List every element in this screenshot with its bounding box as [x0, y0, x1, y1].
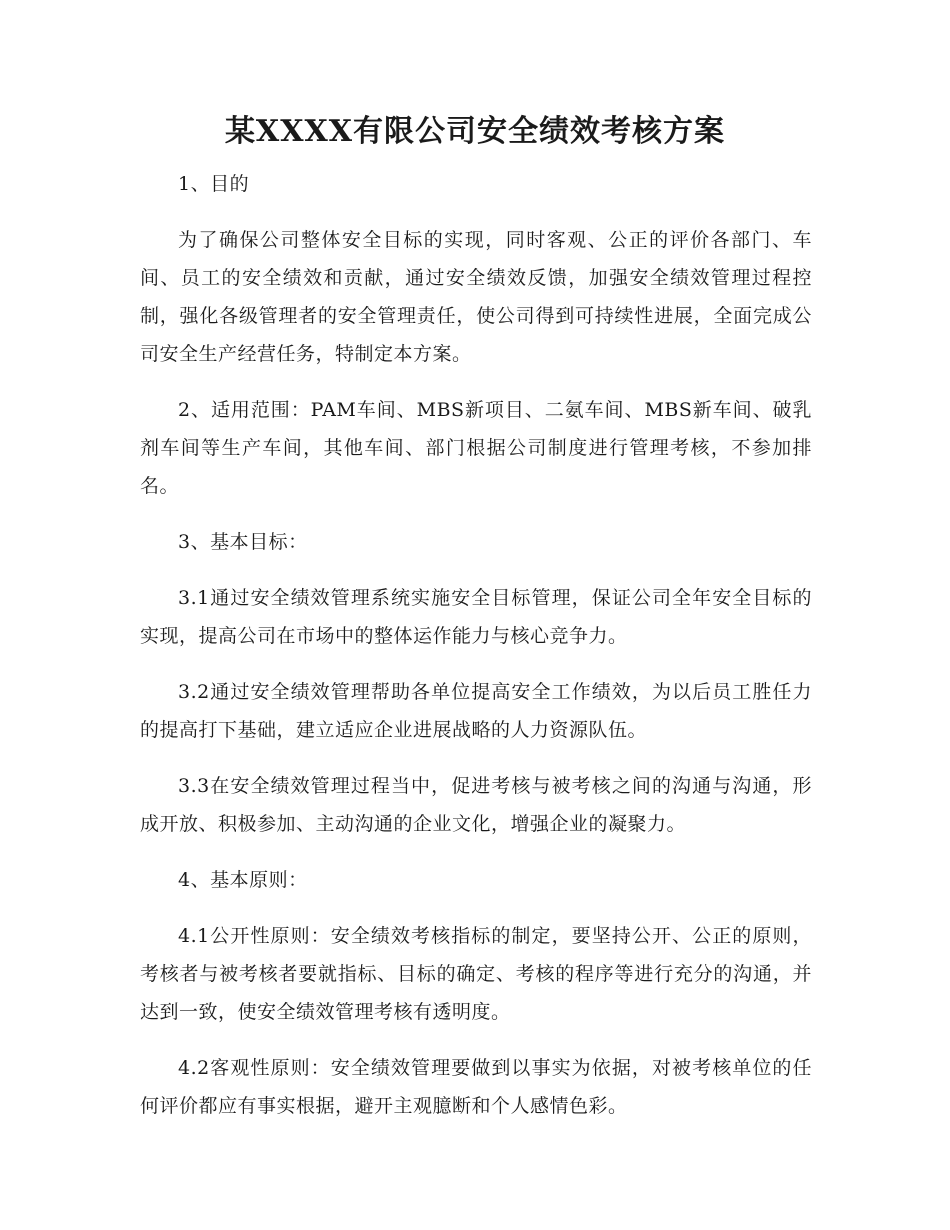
paragraph-purpose: 为了确保公司整体安全目标的实现，同时客观、公正的评价各部门、车间、员工的安全绩效和贡献，通过安全绩效反馈，加强安全绩效管理过程控制，强化各级管理者的安全管理责任，使公司得到可持续性进展，全面完成公司安全生产经营任务，特制定本方案。 [140, 229, 812, 365]
paragraph-goal-3-2: 3.2通过安全绩效管理帮助各单位提高安全工作绩效，为以后员工胜任力的提高打下基础，建立适应企业进展战略的人力资源队伍。 [140, 681, 812, 741]
heading-basic-goals: 3、基本目标： [178, 531, 308, 553]
heading-basic-principles: 4、基本原则： [178, 869, 308, 891]
paragraph-principle-4-1: 4.1公开性原则：安全绩效考核指标的制定，要坚持公开、公正的原则，考核者与被考核者要就指标、目标的确定、考核的程序等进行充分的沟通，并达到一致，使安全绩效管理考核有透明度。 [140, 925, 812, 1023]
paragraph-scope: 2、适用范围：PAM车间、MBS新项目、二氨车间、MBS新车间、破乳剂车间等生产车间，其他车间、部门根据公司制度进行管理考核，不参加排名。 [140, 399, 812, 497]
heading-purpose: 1、目的 [178, 173, 250, 195]
document-body [140, 165, 812, 1143]
document-title: 某XXXX有限公司安全绩效考核方案 [224, 114, 726, 149]
paragraph-goal-3-3: 3.3在安全绩效管理过程当中，促进考核与被考核之间的沟通与沟通，形成开放、积极参加、主动沟通的企业文化，增强企业的凝聚力。 [140, 775, 812, 835]
paragraph-goal-3-1: 3.1通过安全绩效管理系统实施安全目标管理，保证公司全年安全目标的实现，提高公司在市场中的整体运作能力与核心竞争力。 [140, 587, 812, 647]
paragraph-principle-4-2: 4.2客观性原则：安全绩效管理要做到以事实为依据，对被考核单位的任何评价都应有事实根据，避开主观臆断和个人感情色彩。 [140, 1057, 812, 1117]
